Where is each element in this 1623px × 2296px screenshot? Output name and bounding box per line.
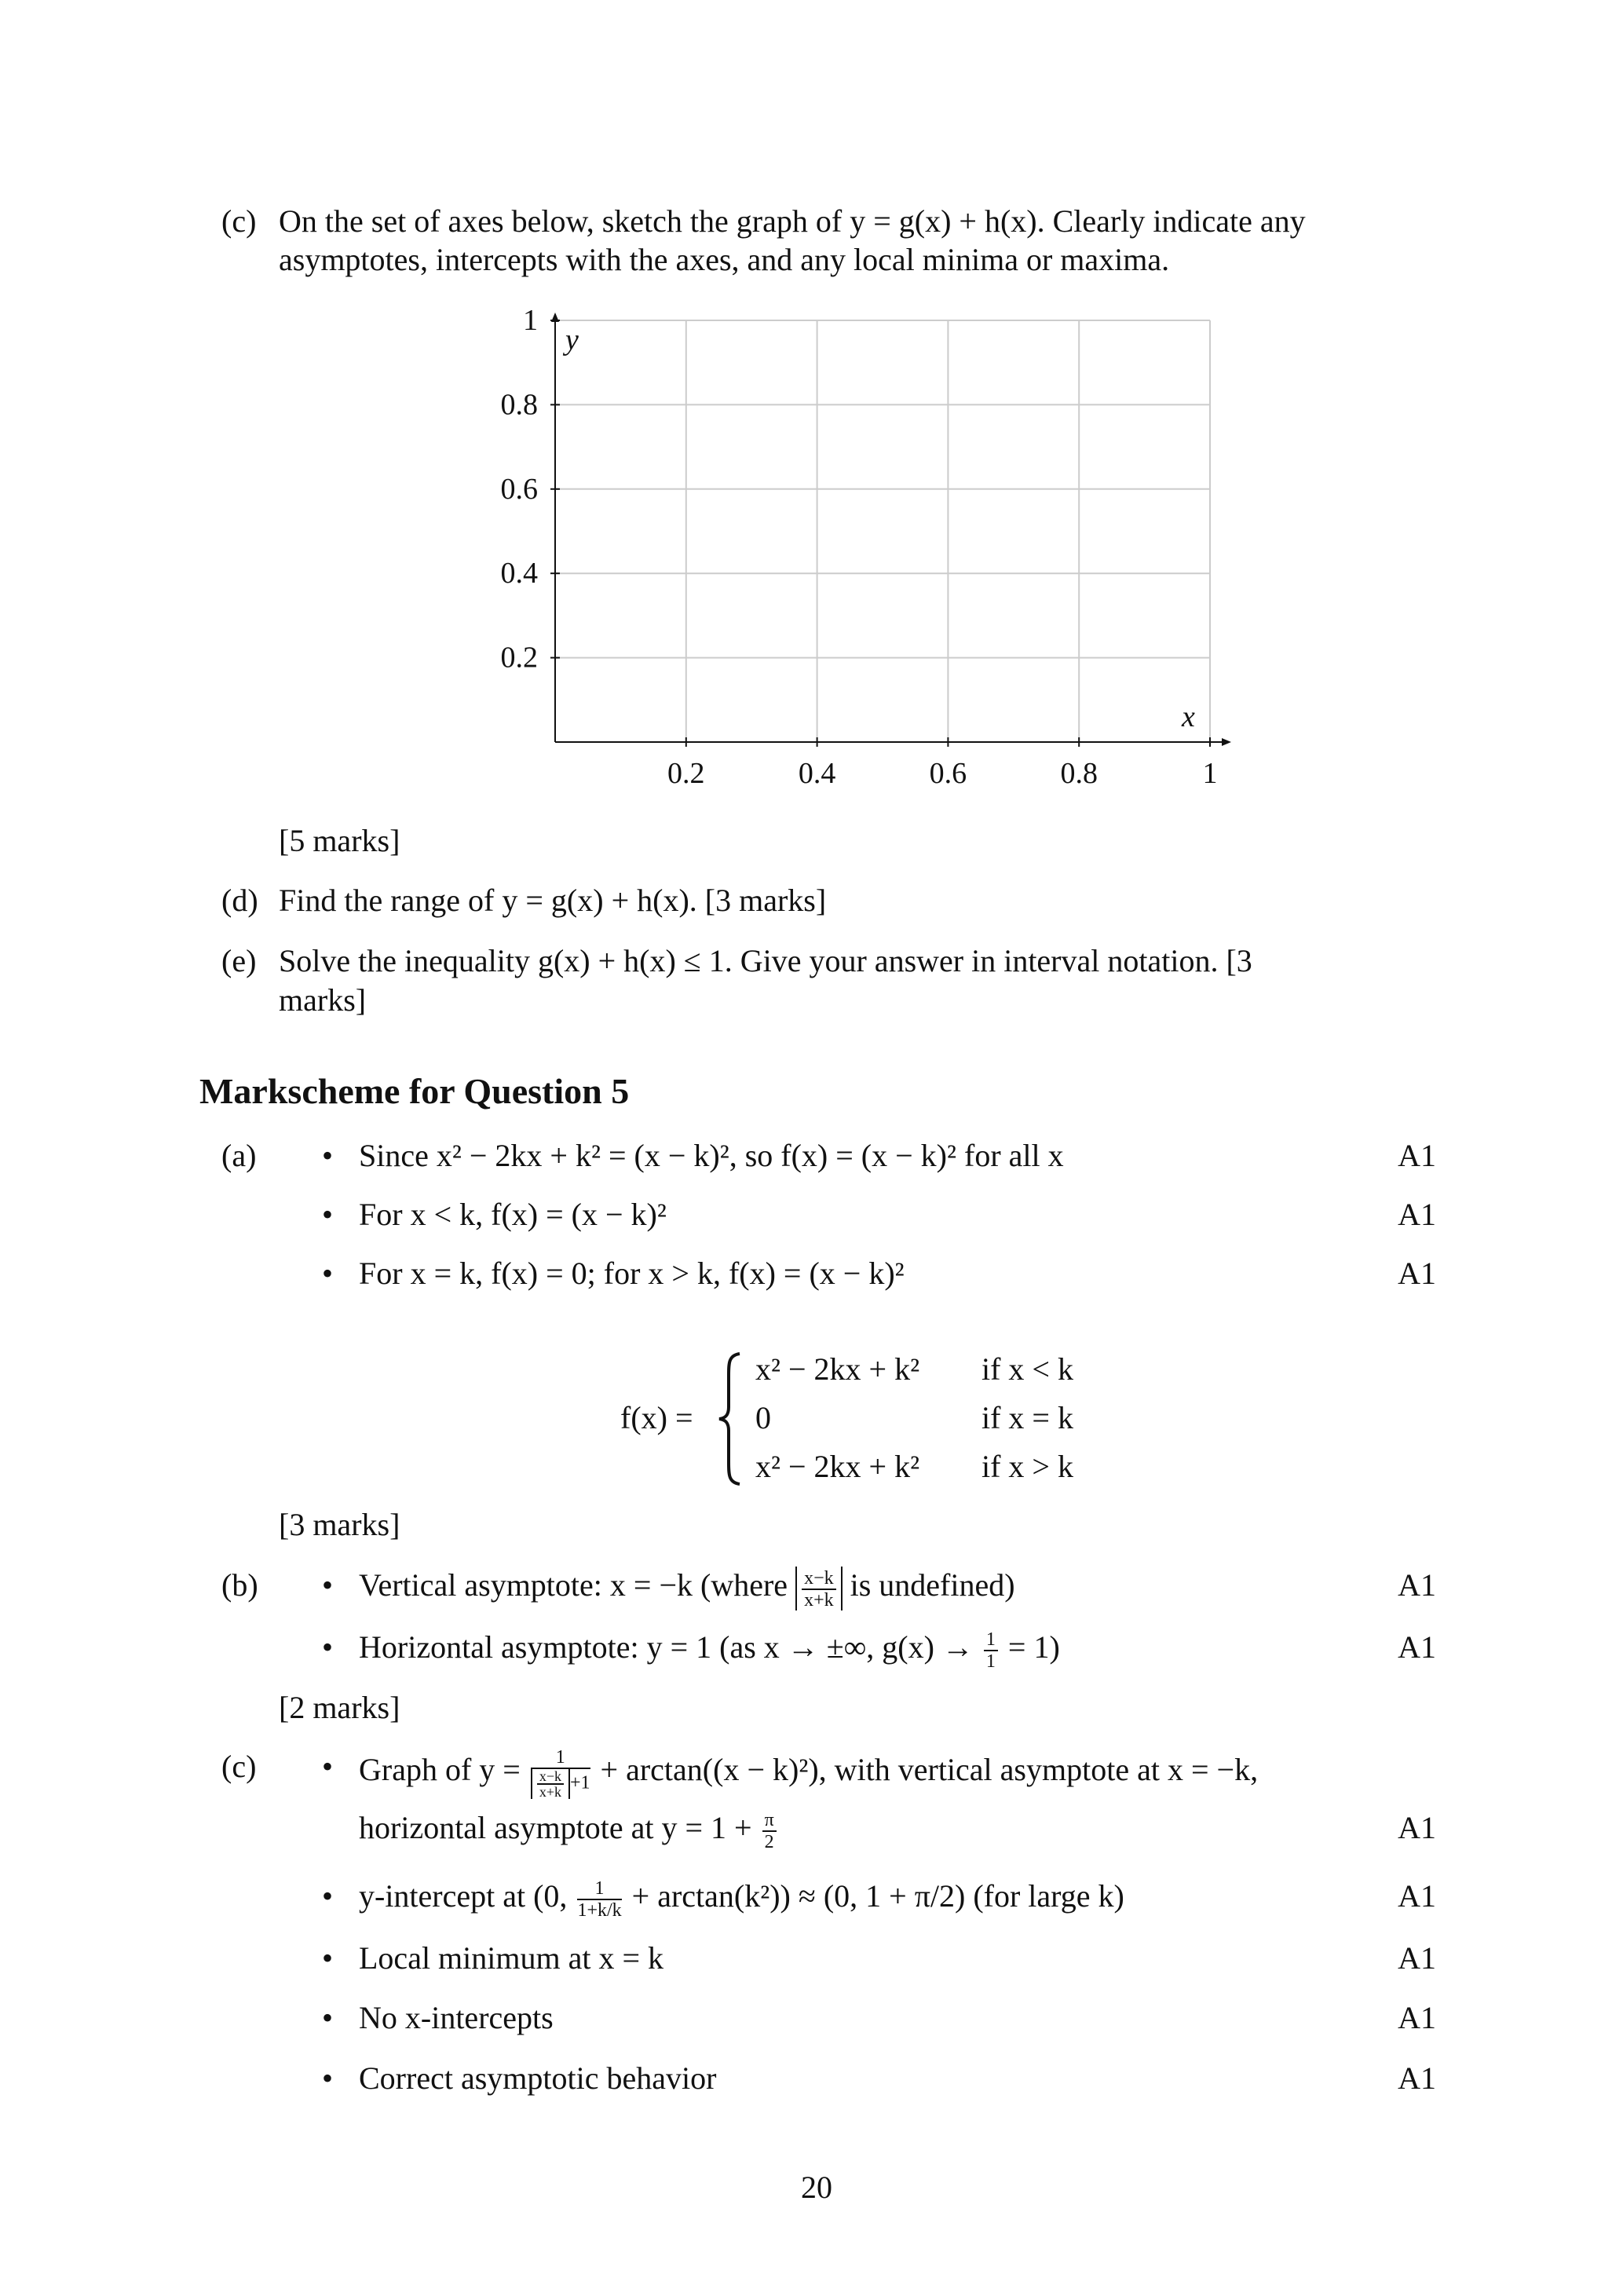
y-tick-label: 0.2 (500, 641, 538, 675)
ms-c-item: Local minimum at x = k (359, 1940, 664, 1976)
x-axis-label: x (1182, 700, 1195, 733)
piecewise-expr: x² − 2kx + k² (755, 1449, 920, 1484)
y-axis-arrow (551, 313, 559, 322)
y-axis-label: y (565, 324, 579, 356)
ms-a-label: (a) (221, 1138, 257, 1173)
y-tick-label: 0.6 (500, 472, 538, 506)
bullet-icon: • (322, 2060, 334, 2096)
y-tick-label: 1 (523, 304, 538, 337)
x-tick-label: 0.2 (667, 757, 705, 790)
ms-a-mark: A1 (1398, 1197, 1436, 1232)
ms-c-item: No x-intercepts (359, 2000, 554, 2035)
bullet-icon: • (322, 1197, 334, 1232)
x-axis-arrow (1222, 738, 1231, 746)
bullet-icon: • (322, 1567, 334, 1603)
ms-c-item-graph-line2: horizontal asymptote at y = 1 + $\frac{\pi}{2}$ (359, 1808, 779, 1852)
part-d-label: (d) (221, 883, 258, 918)
ms-a-mark: A1 (1398, 1256, 1436, 1291)
part-e-text-1: Solve the inequality g(x) + h(x) ≤ 1. Give your answer in interval notation. [3 (279, 943, 1252, 978)
ms-c-mark: A1 (1398, 2060, 1436, 2096)
piecewise-cond: if x < k (981, 1351, 1073, 1387)
left-brace-icon (716, 1352, 744, 1486)
ms-c-item-graph: Graph of y = 1 $\frac{x-k}{x+k}$ +1 + arctan((x − k)²), with vertical asymptote at x = −k, (359, 1747, 1259, 1800)
part-c-text-1: On the set of axes below, sketch the graph of y = g(x) + h(x). Clearly indicate any (279, 203, 1306, 239)
y-tick-label: 0.4 (500, 557, 538, 590)
bullet-icon: • (322, 2000, 334, 2035)
ms-c-item: Correct asymptotic behavior (359, 2060, 717, 2096)
ms-b-label: (b) (221, 1567, 258, 1603)
ms-c-mark: A1 (1398, 2000, 1436, 2035)
ms-b-item-vertical: Vertical asymptote: x = −k (where $\frac{x-k}{x+k}$ is undefined) (359, 1567, 1015, 1610)
part-e-label: (e) (221, 943, 257, 978)
ms-c-mark: A1 (1398, 1878, 1436, 1914)
piecewise-expr: x² − 2kx + k² (755, 1351, 920, 1387)
ms-a-marks: [3 marks] (279, 1507, 400, 1542)
bullet-icon: • (322, 1629, 334, 1665)
ms-b-item-horizontal: Horizontal asymptote: y = 1 (as x → ±∞, g(x) → $\frac{1}{1}$ = 1) (359, 1629, 1060, 1672)
ms-a-item: For x < k, f(x) = (x − k)² (359, 1197, 667, 1232)
bullet-icon: • (322, 1940, 334, 1976)
page-number: 20 (801, 2170, 832, 2205)
ms-c-item-y-intercept: y-intercept at (0, $\frac{1}{1+k/k}$ + arctan(k²)) ≈ (0, 1 + π/2) (for large k) (359, 1877, 1124, 1921)
ms-b-mark: A1 (1398, 1567, 1436, 1603)
part-e-text-2: marks] (279, 982, 367, 1018)
bullet-icon: • (322, 1256, 334, 1291)
x-tick-label: 0.4 (798, 757, 836, 790)
x-tick-label: 0.6 (929, 757, 967, 790)
piecewise-expr: 0 (755, 1400, 771, 1435)
piecewise-lhs: f(x) = (620, 1400, 693, 1435)
bullet-icon: • (322, 1878, 334, 1914)
ms-b-marks: [2 marks] (279, 1690, 400, 1725)
ms-a-item: Since x² − 2kx + k² = (x − k)², so f(x) = (x − k)² for all x (359, 1138, 1064, 1173)
ms-a-item: For x = k, f(x) = 0; for x > k, f(x) = (x − k)² (359, 1256, 905, 1291)
part-c-label: (c) (221, 203, 257, 239)
part-c-text-2: asymptotes, intercepts with the axes, and any local minima or maxima. (279, 242, 1170, 277)
piecewise-cond: if x = k (981, 1400, 1073, 1435)
ms-c-mark: A1 (1398, 1940, 1436, 1976)
x-tick-label: 0.8 (1060, 757, 1098, 790)
bullet-icon: • (322, 1138, 334, 1173)
blank-axes-chart (0, 0, 1623, 817)
ms-a-mark: A1 (1398, 1138, 1436, 1173)
ms-c-mark: A1 (1398, 1810, 1436, 1845)
ms-b-mark: A1 (1398, 1629, 1436, 1665)
ms-c-label: (c) (221, 1749, 257, 1784)
markscheme-heading: Markscheme for Question 5 (199, 1071, 630, 1111)
x-tick-label: 1 (1202, 757, 1218, 790)
part-c-marks: [5 marks] (279, 823, 400, 858)
part-d-text: Find the range of y = g(x) + h(x). [3 marks] (279, 883, 827, 918)
y-tick-label: 0.8 (500, 388, 538, 422)
bullet-icon: • (322, 1749, 334, 1784)
piecewise-cond: if x > k (981, 1449, 1073, 1484)
